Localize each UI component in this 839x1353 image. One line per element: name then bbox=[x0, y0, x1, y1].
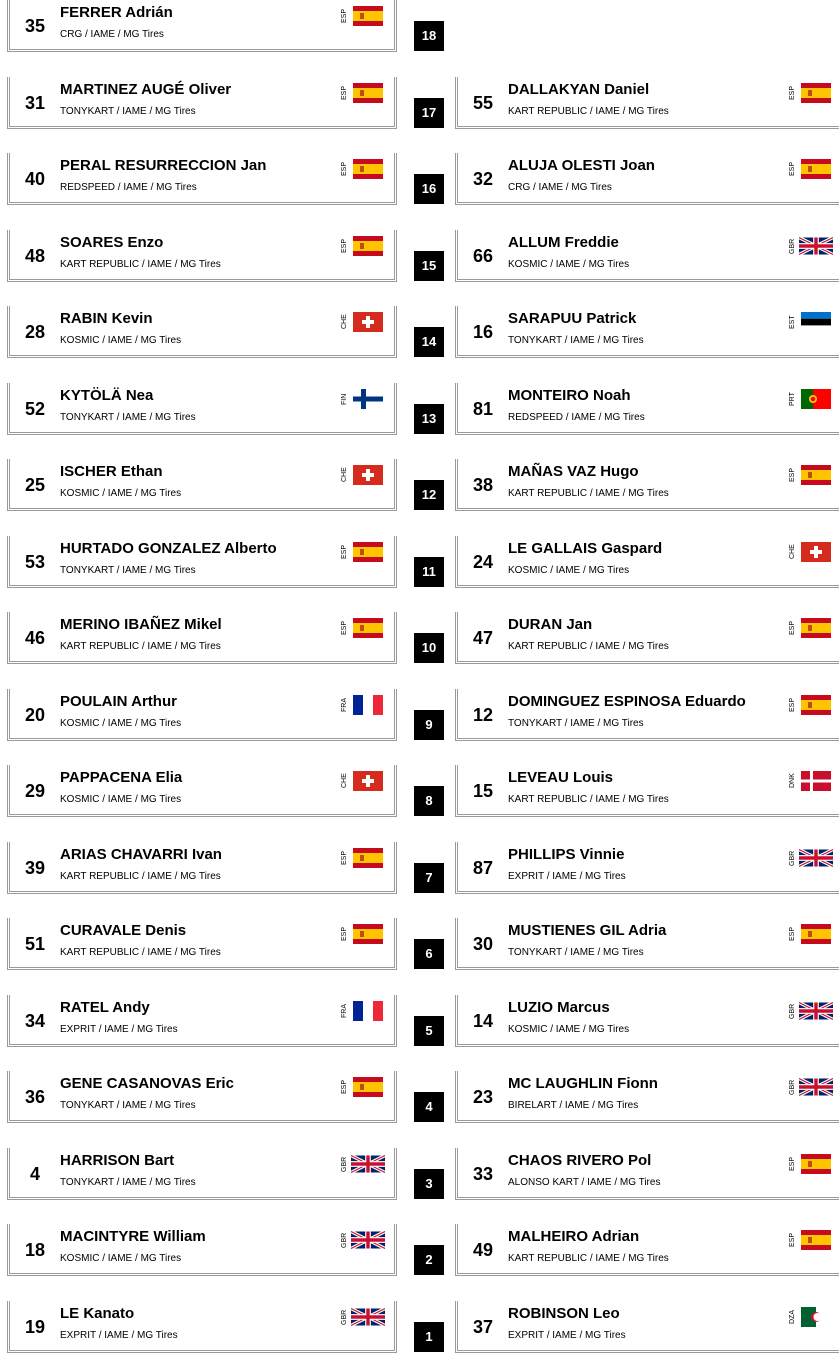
team-info: BIRELART / IAME / MG Tires bbox=[508, 1100, 639, 1111]
kart-number: 35 bbox=[24, 16, 46, 36]
kart-number: 24 bbox=[472, 552, 494, 572]
driver-name: DURAN Jan bbox=[508, 616, 593, 633]
driver-name: MARTINEZ AUGÉ Oliver bbox=[60, 81, 232, 98]
driver-card bbox=[455, 995, 839, 1047]
driver-name: MC LAUGHLIN Fionn bbox=[508, 1075, 658, 1092]
country-flag-icon bbox=[788, 310, 834, 334]
country-code: EST bbox=[789, 315, 796, 329]
driver-name: DALLAKYAN Daniel bbox=[508, 81, 650, 98]
driver-name: RABIN Kevin bbox=[60, 310, 153, 327]
team-info: TONYKART / IAME / MG Tires bbox=[508, 335, 644, 346]
country-code: GBR bbox=[789, 1079, 796, 1095]
kart-number: 39 bbox=[24, 858, 46, 878]
kart-number: 48 bbox=[24, 246, 46, 266]
country-code: GBR bbox=[341, 1309, 348, 1325]
driver-card bbox=[455, 765, 839, 817]
team-info: EXPRIT / IAME / MG Tires bbox=[508, 1330, 626, 1341]
driver-card bbox=[455, 77, 839, 129]
driver-card bbox=[455, 536, 839, 588]
country-code: GBR bbox=[341, 1156, 348, 1172]
country-code: ESP bbox=[789, 162, 796, 177]
kart-number: 31 bbox=[24, 93, 46, 113]
team-info: REDSPEED / IAME / MG Tires bbox=[60, 182, 197, 193]
kart-number: 36 bbox=[24, 1087, 46, 1107]
kart-number: 14 bbox=[472, 1011, 494, 1031]
country-code: DNK bbox=[789, 773, 796, 789]
team-info: TONYKART / IAME / MG Tires bbox=[60, 106, 196, 117]
country-flag-icon bbox=[340, 922, 386, 946]
grid-position-badge: 13 bbox=[414, 404, 444, 434]
driver-name: DOMINGUEZ ESPINOSA Eduardo bbox=[508, 693, 746, 710]
driver-name: MACINTYRE William bbox=[60, 1228, 206, 1245]
kart-number: 32 bbox=[472, 169, 494, 189]
driver-card bbox=[455, 383, 839, 435]
country-flag-icon bbox=[340, 81, 386, 105]
driver-card bbox=[7, 77, 397, 129]
country-code: ESP bbox=[789, 927, 796, 942]
kart-number: 66 bbox=[472, 246, 494, 266]
team-info: TONYKART / IAME / MG Tires bbox=[60, 412, 196, 423]
driver-name: CHAOS RIVERO Pol bbox=[508, 1152, 652, 1169]
driver-name: KYTÖLÄ Nea bbox=[60, 387, 154, 404]
country-code: ESP bbox=[789, 621, 796, 636]
kart-number: 52 bbox=[24, 399, 46, 419]
team-info: KART REPUBLIC / IAME / MG Tires bbox=[508, 106, 669, 117]
country-code: ESP bbox=[789, 1233, 796, 1248]
driver-card bbox=[7, 1301, 397, 1353]
kart-number: 81 bbox=[472, 399, 494, 419]
country-code: CHE bbox=[341, 467, 348, 483]
driver-card bbox=[455, 689, 839, 741]
kart-number: 12 bbox=[472, 705, 494, 725]
kart-number: 15 bbox=[472, 781, 494, 801]
driver-name: SOARES Enzo bbox=[60, 234, 164, 251]
team-info: KART REPUBLIC / IAME / MG Tires bbox=[508, 641, 669, 652]
driver-card bbox=[7, 1071, 397, 1123]
grid-position-badge: 6 bbox=[414, 939, 444, 969]
country-code: ESP bbox=[341, 9, 348, 24]
driver-name: PHILLIPS Vinnie bbox=[508, 846, 625, 863]
team-info: TONYKART / IAME / MG Tires bbox=[60, 1177, 196, 1188]
country-code: GBR bbox=[341, 1232, 348, 1248]
driver-name: ISCHER Ethan bbox=[60, 463, 163, 480]
country-code: ESP bbox=[341, 86, 348, 101]
country-code: FRA bbox=[341, 1004, 348, 1018]
grid-position-badge: 12 bbox=[414, 480, 444, 510]
grid-position-badge: 17 bbox=[414, 98, 444, 128]
country-code: PRT bbox=[789, 392, 796, 406]
team-info: CRG / IAME / MG Tires bbox=[508, 182, 612, 193]
kart-number: 40 bbox=[24, 169, 46, 189]
grid-position-badge: 16 bbox=[414, 174, 444, 204]
kart-number: 18 bbox=[24, 1240, 46, 1260]
driver-card bbox=[455, 153, 839, 205]
driver-name: LUZIO Marcus bbox=[508, 999, 610, 1016]
country-flag-icon bbox=[340, 4, 386, 28]
country-flag-icon bbox=[788, 922, 834, 946]
driver-card bbox=[455, 1301, 839, 1353]
kart-number: 30 bbox=[472, 934, 494, 954]
driver-name: GENE CASANOVAS Eric bbox=[60, 1075, 234, 1092]
grid-position-badge: 3 bbox=[414, 1169, 444, 1199]
country-flag-icon bbox=[340, 234, 386, 258]
driver-card bbox=[455, 1148, 839, 1200]
driver-card bbox=[455, 306, 839, 358]
team-info: ALONSO KART / IAME / MG Tires bbox=[508, 1177, 661, 1188]
grid-position-badge: 14 bbox=[414, 327, 444, 357]
country-flag-icon bbox=[788, 999, 834, 1023]
team-info: TONYKART / IAME / MG Tires bbox=[60, 1100, 196, 1111]
team-info: KART REPUBLIC / IAME / MG Tires bbox=[60, 641, 221, 652]
country-flag-icon bbox=[340, 1305, 386, 1329]
team-info: KART REPUBLIC / IAME / MG Tires bbox=[508, 794, 669, 805]
driver-card bbox=[7, 536, 397, 588]
driver-name: MUSTIENES GIL Adria bbox=[508, 922, 667, 939]
country-code: DZA bbox=[789, 1310, 796, 1324]
grid-position-badge: 15 bbox=[414, 251, 444, 281]
driver-card bbox=[7, 842, 397, 894]
team-info: TONYKART / IAME / MG Tires bbox=[508, 947, 644, 958]
country-flag-icon bbox=[788, 1305, 834, 1329]
team-info: REDSPEED / IAME / MG Tires bbox=[508, 412, 645, 423]
country-flag-icon bbox=[340, 463, 386, 487]
driver-card bbox=[455, 1224, 839, 1276]
country-flag-icon bbox=[788, 616, 834, 640]
kart-number: 37 bbox=[472, 1317, 494, 1337]
driver-name: PERAL RESURRECCION Jan bbox=[60, 157, 267, 174]
country-flag-icon bbox=[340, 999, 386, 1023]
team-info: EXPRIT / IAME / MG Tires bbox=[508, 871, 626, 882]
grid-position-badge: 8 bbox=[414, 786, 444, 816]
grid-position-badge: 1 bbox=[414, 1322, 444, 1352]
team-info: EXPRIT / IAME / MG Tires bbox=[60, 1330, 178, 1341]
country-code: ESP bbox=[341, 162, 348, 177]
kart-number: 55 bbox=[472, 93, 494, 113]
country-code: GBR bbox=[789, 1003, 796, 1019]
driver-card bbox=[7, 1148, 397, 1200]
driver-card bbox=[7, 306, 397, 358]
country-flag-icon bbox=[340, 310, 386, 334]
team-info: KOSMIC / IAME / MG Tires bbox=[508, 1024, 630, 1035]
driver-card bbox=[7, 995, 397, 1047]
driver-name: ROBINSON Leo bbox=[508, 1305, 620, 1322]
grid-position-badge: 5 bbox=[414, 1016, 444, 1046]
country-flag-icon bbox=[340, 1152, 386, 1176]
grid-position-badge: 7 bbox=[414, 863, 444, 893]
driver-name: SARAPUU Patrick bbox=[508, 310, 637, 327]
kart-number: 28 bbox=[24, 322, 46, 342]
grid-position-badge: 9 bbox=[414, 710, 444, 740]
driver-card bbox=[455, 918, 839, 970]
country-code: CHE bbox=[341, 314, 348, 330]
driver-name: ALUJA OLESTI Joan bbox=[508, 157, 655, 174]
country-code: GBR bbox=[789, 850, 796, 866]
driver-card bbox=[455, 1071, 839, 1123]
driver-name: FERRER Adrián bbox=[60, 4, 173, 21]
team-info: KART REPUBLIC / IAME / MG Tires bbox=[60, 947, 221, 958]
driver-card bbox=[7, 0, 397, 52]
kart-number: 29 bbox=[24, 781, 46, 801]
driver-name: CURAVALE Denis bbox=[60, 922, 187, 939]
country-code: ESP bbox=[789, 1157, 796, 1172]
country-flag-icon bbox=[340, 540, 386, 564]
country-flag-icon bbox=[788, 157, 834, 181]
team-info: KOSMIC / IAME / MG Tires bbox=[60, 335, 182, 346]
country-flag-icon bbox=[788, 693, 834, 717]
country-code: FRA bbox=[341, 698, 348, 712]
driver-name: MERINO IBAÑEZ Mikel bbox=[60, 616, 222, 633]
driver-name: ARIAS CHAVARRI Ivan bbox=[60, 846, 222, 863]
driver-name: MALHEIRO Adrian bbox=[508, 1228, 640, 1245]
driver-name: ALLUM Freddie bbox=[508, 234, 619, 251]
kart-number: 87 bbox=[472, 858, 494, 878]
driver-card bbox=[455, 612, 839, 664]
country-flag-icon bbox=[788, 769, 834, 793]
country-flag-icon bbox=[788, 540, 834, 564]
kart-number: 19 bbox=[24, 1317, 46, 1337]
kart-number: 20 bbox=[24, 705, 46, 725]
driver-name: LEVEAU Louis bbox=[508, 769, 614, 786]
country-flag-icon bbox=[340, 157, 386, 181]
grid-position-badge: 2 bbox=[414, 1245, 444, 1275]
team-info: KOSMIC / IAME / MG Tires bbox=[60, 794, 182, 805]
country-flag-icon bbox=[340, 846, 386, 870]
team-info: KART REPUBLIC / IAME / MG Tires bbox=[508, 1253, 669, 1264]
driver-name: PAPPACENA Elia bbox=[60, 769, 183, 786]
team-info: KART REPUBLIC / IAME / MG Tires bbox=[508, 488, 669, 499]
grid-position-badge: 4 bbox=[414, 1092, 444, 1122]
country-code: ESP bbox=[341, 621, 348, 636]
driver-card bbox=[7, 153, 397, 205]
driver-card bbox=[7, 1224, 397, 1276]
country-code: ESP bbox=[789, 468, 796, 483]
kart-number: 4 bbox=[29, 1164, 40, 1184]
driver-card bbox=[455, 842, 839, 894]
team-info: KOSMIC / IAME / MG Tires bbox=[508, 259, 630, 270]
team-info: KART REPUBLIC / IAME / MG Tires bbox=[60, 259, 221, 270]
country-flag-icon bbox=[788, 1075, 834, 1099]
driver-card bbox=[455, 230, 839, 282]
driver-name: LE GALLAIS Gaspard bbox=[508, 540, 663, 557]
country-code: ESP bbox=[341, 1080, 348, 1095]
country-code: FIN bbox=[341, 393, 348, 405]
country-code: ESP bbox=[789, 698, 796, 713]
kart-number: 49 bbox=[472, 1240, 494, 1260]
country-flag-icon bbox=[340, 1075, 386, 1099]
country-code: ESP bbox=[341, 927, 348, 942]
driver-card bbox=[7, 383, 397, 435]
grid-position-badge: 18 bbox=[414, 21, 444, 51]
kart-number: 51 bbox=[24, 934, 46, 954]
team-info: TONYKART / IAME / MG Tires bbox=[508, 718, 644, 729]
driver-name: MAÑAS VAZ Hugo bbox=[508, 463, 639, 480]
team-info: KOSMIC / IAME / MG Tires bbox=[508, 565, 630, 576]
driver-card bbox=[7, 459, 397, 511]
country-flag-icon bbox=[788, 234, 834, 258]
kart-number: 34 bbox=[24, 1011, 46, 1031]
country-flag-icon bbox=[340, 616, 386, 640]
team-info: KART REPUBLIC / IAME / MG Tires bbox=[60, 871, 221, 882]
country-flag-icon bbox=[340, 1228, 386, 1252]
kart-number: 33 bbox=[472, 1164, 494, 1184]
driver-name: HARRISON Bart bbox=[60, 1152, 175, 1169]
team-info: EXPRIT / IAME / MG Tires bbox=[60, 1024, 178, 1035]
driver-card bbox=[7, 230, 397, 282]
kart-number: 38 bbox=[472, 475, 494, 495]
country-code: CHE bbox=[341, 773, 348, 789]
country-flag-icon bbox=[340, 693, 386, 717]
driver-name: MONTEIRO Noah bbox=[508, 387, 631, 404]
kart-number: 47 bbox=[472, 628, 494, 648]
kart-number: 53 bbox=[24, 552, 46, 572]
country-flag-icon bbox=[788, 81, 834, 105]
driver-name: RATEL Andy bbox=[60, 999, 150, 1016]
team-info: KOSMIC / IAME / MG Tires bbox=[60, 488, 182, 499]
kart-number: 16 bbox=[472, 322, 494, 342]
driver-card bbox=[7, 918, 397, 970]
driver-name: HURTADO GONZALEZ Alberto bbox=[60, 540, 277, 557]
country-flag-icon bbox=[788, 1152, 834, 1176]
country-code: CHE bbox=[789, 544, 796, 560]
grid-position-badge: 11 bbox=[414, 557, 444, 587]
driver-card bbox=[7, 612, 397, 664]
team-info: KOSMIC / IAME / MG Tires bbox=[60, 1253, 182, 1264]
driver-card bbox=[455, 459, 839, 511]
country-code: ESP bbox=[341, 239, 348, 254]
kart-number: 46 bbox=[24, 628, 46, 648]
team-info: TONYKART / IAME / MG Tires bbox=[60, 565, 196, 576]
country-code: ESP bbox=[341, 851, 348, 866]
driver-name: LE Kanato bbox=[60, 1305, 135, 1322]
team-info: KOSMIC / IAME / MG Tires bbox=[60, 718, 182, 729]
driver-card bbox=[7, 689, 397, 741]
country-flag-icon bbox=[788, 846, 834, 870]
country-flag-icon bbox=[340, 387, 386, 411]
team-info: CRG / IAME / MG Tires bbox=[60, 29, 164, 40]
driver-card bbox=[7, 765, 397, 817]
country-flag-icon bbox=[340, 769, 386, 793]
kart-number: 25 bbox=[24, 475, 46, 495]
country-flag-icon bbox=[788, 463, 834, 487]
driver-name: POULAIN Arthur bbox=[60, 693, 177, 710]
country-code: ESP bbox=[341, 545, 348, 560]
country-flag-icon bbox=[788, 1228, 834, 1252]
country-flag-icon bbox=[788, 387, 834, 411]
grid-position-badge: 10 bbox=[414, 633, 444, 663]
country-code: GBR bbox=[789, 238, 796, 254]
country-code: ESP bbox=[789, 86, 796, 101]
kart-number: 23 bbox=[472, 1087, 494, 1107]
